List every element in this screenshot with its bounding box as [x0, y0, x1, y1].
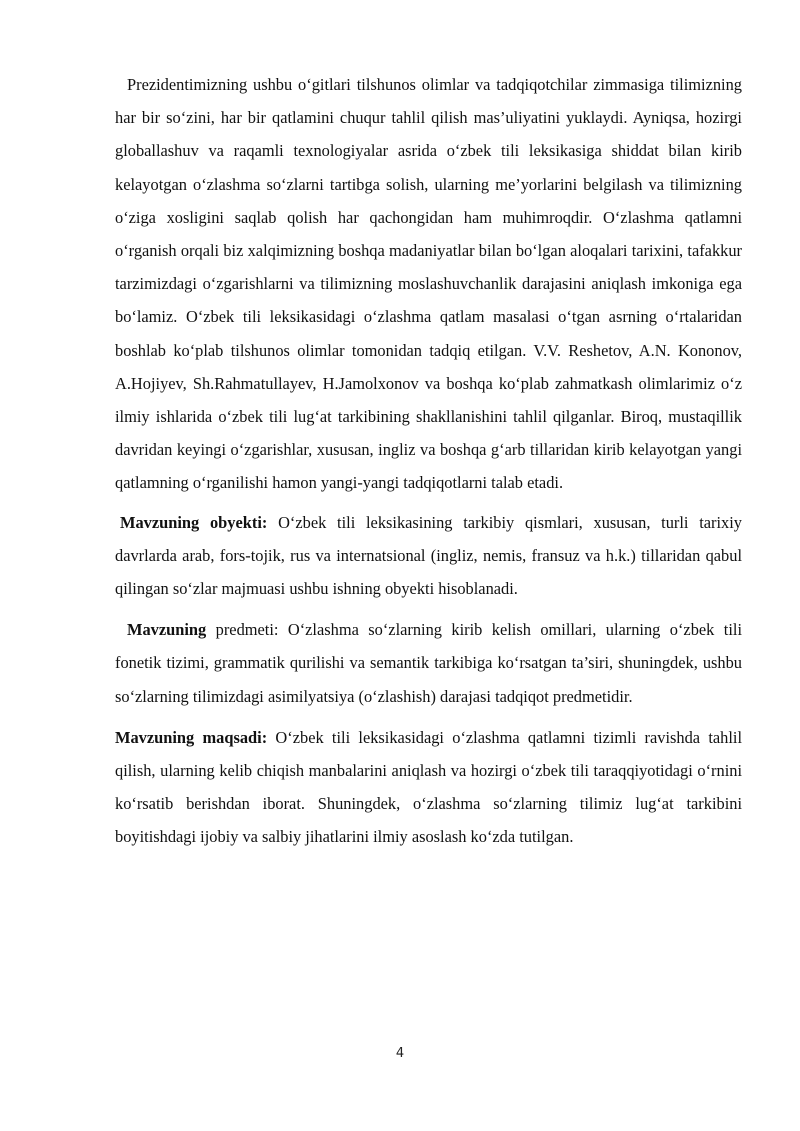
object-text: O‘zbek tili leksikasining tarkibiy qismlari, xususan, turli tarixiy davrlarda arab, fors-tojik, rus va internatsional (ingliz, nemis, fransuz va h.k.) tillaridan qabul qilingan so‘zlar majmuasi ushbu ishning obyekti hisoblanadi.	[115, 512, 742, 599]
paragraph-intro-text: Prezidentimizning ushbu o‘gitlari tilshunos olimlar va tadqiqotchilar zimmasiga tilimizning har bir so‘zini, har bir qatlamini chuqur tahlil qilish mas’uliyatini yuklaydi. Ayniqsa, hozirgi globallashuv va raqamli texnologiyalar asrida o‘zbek tili leksikasiga shiddat bilan kirib kelayotgan o‘zlashma so‘zlarni tartibga solish, ularning me’yorlarini belgilash va tilimizning o‘ziga xosligini saqlab qolish har qachongidan ham muhimroqdir. O‘zlashma qatlamni o‘rganish orqali biz xalqimizning boshqa madaniyatlar bilan bo‘lgan aloqalari tarixini, tafakkur tarzimizdagi o‘zgarishlarni va tilimizning moslashuvchanlik darajasini aniqlash imkoniga ega bo‘lamiz. O‘zbek tili leksikasidagi o‘zlashma qatlam masalasi o‘tgan asrning o‘rtalaridan boshlab ko‘plab tilshunos olimlar tomonidan tadqiq etilgan. V.V. Reshetov, A.N. Kononov, A.Hojiyev, Sh.Rahmatullayev, H.Jamolxonov va boshqa ko‘plab zahmatkash olimlarimiz o‘z ilmiy ishlarida o‘zbek tili lug‘at tarkibining shakllanishini tahlil qilganlar. Biroq, mustaqillik davridan keyingi o‘zgarishlar, xususan, ingliz va boshqa g‘arb tillaridan kirib kelayotgan yangi qatlamning o‘rganilishi hamon yangi-yangi tadqiqotlarni talab etadi.	[115, 75, 742, 493]
paragraph-object	[115, 506, 742, 606]
subject-text: predmeti: O‘zlashma so‘zlarning kirib kelish omillari, ularning o‘zbek tili fonetik tizimi, grammatik qurilishi va semantik tarkibiga ko‘rsatgan ta’siri, shuningdek, ushbu so‘zlarning tilimizdagi asimilyatsiya (o‘zlashish) darajasi tadqiqot predmetidir.	[115, 620, 742, 706]
page-body	[115, 68, 742, 854]
paragraph-goal	[115, 721, 742, 854]
paragraph-intro	[115, 68, 742, 500]
object-label: Mavzuning obyekti:	[120, 512, 268, 532]
paragraph-subject	[115, 613, 742, 713]
goal-label: Mavzuning maqsadi:	[115, 727, 268, 747]
goal-text: O‘zbek tili leksikasidagi o‘zlashma qatlamni tizimli ravishda tahlil qilish, ularning kelib chiqish manbalarini aniqlash va hozirgi o‘zbek tili taraqqiyotidagi o‘rnini ko‘rsatib berishdan iborat. Shuningdek, o‘zlashma so‘zlarning tilimiz lug‘at tarkibini boyitishdagi ijobiy va salbiy jihatlarini ilmiy asoslash ko‘zda tutilgan.	[115, 727, 743, 847]
page-number: 4	[395, 1046, 405, 1061]
subject-label: Mavzuning	[127, 620, 207, 640]
